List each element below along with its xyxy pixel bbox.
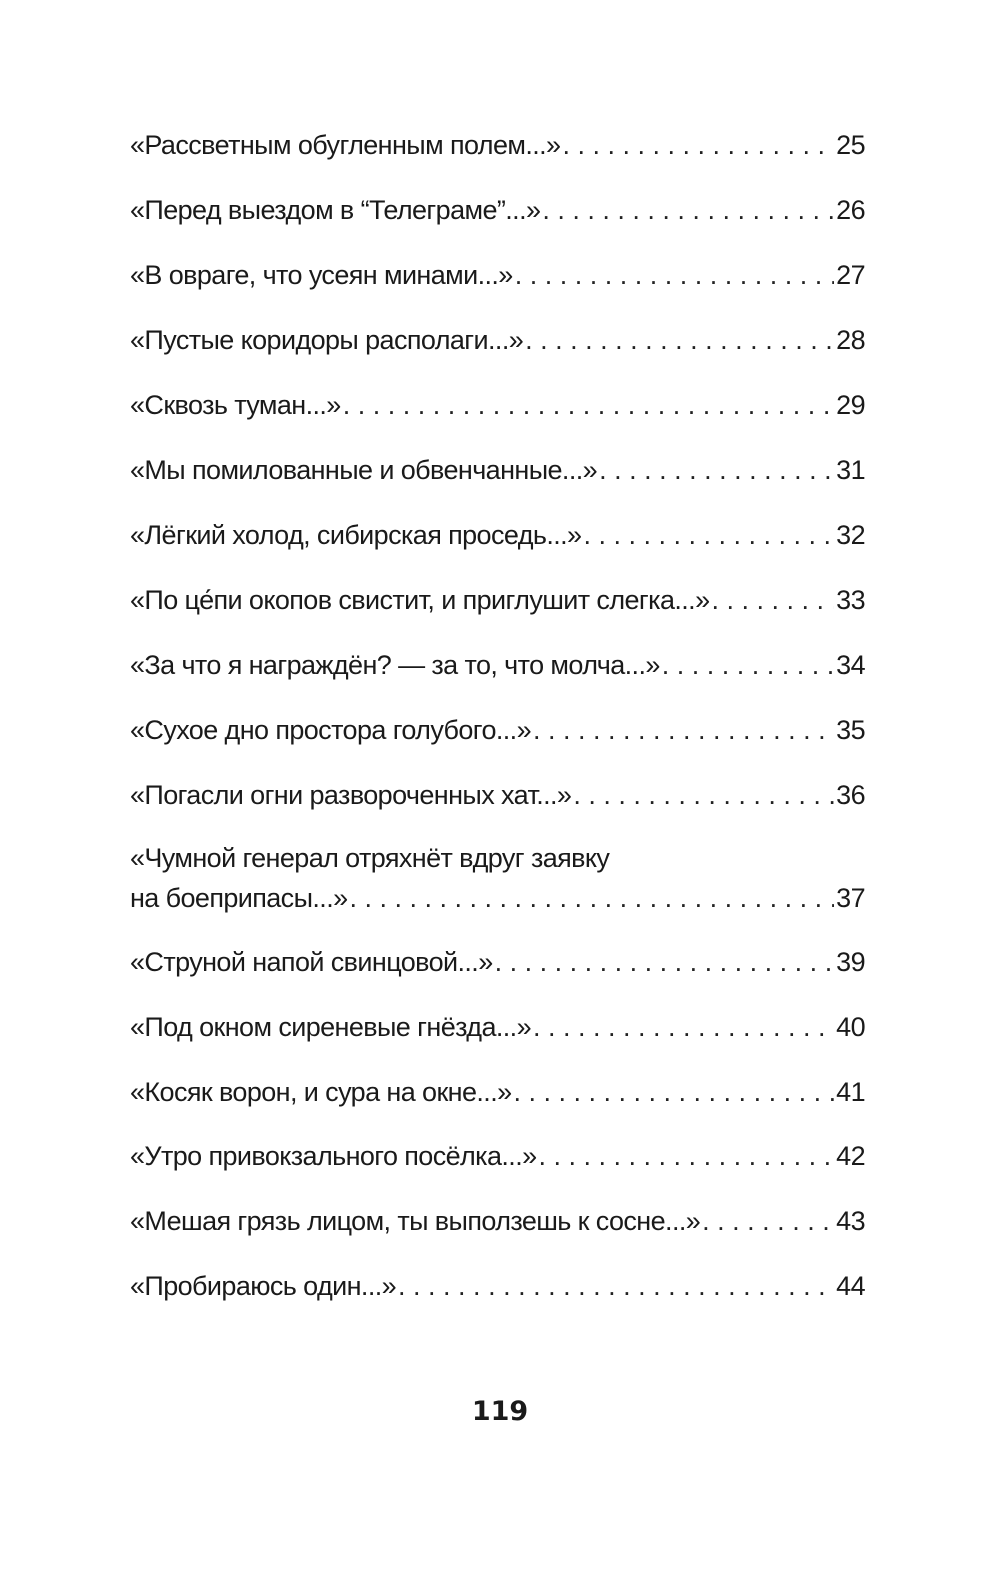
- toc-entry[interactable]: [130, 942, 865, 982]
- dot-leader: [533, 1007, 834, 1047]
- entry-title: «Лёгкий холод, сибирская проседь...»: [130, 520, 582, 550]
- entry-title: «Сухое дно простора голубого...»: [130, 715, 532, 745]
- entry-title: «Под окном сиреневые гнёзда...»: [130, 1012, 531, 1042]
- toc-entry[interactable]: [130, 645, 865, 685]
- toc-entry[interactable]: [130, 1007, 865, 1047]
- dot-leader: [702, 1201, 834, 1241]
- dot-leader: [525, 320, 834, 360]
- entry-title: «Пробираюсь один...»: [130, 1271, 397, 1301]
- toc-entry[interactable]: [130, 1136, 865, 1176]
- dot-leader: [662, 645, 834, 685]
- dot-leader: [398, 1266, 834, 1306]
- dot-leader: [343, 385, 834, 425]
- entry-page: 26: [836, 195, 865, 225]
- entry-title: «Струной напой свинцовой...»: [130, 947, 493, 977]
- entry-page: 41: [836, 1077, 865, 1107]
- dot-leader: [515, 255, 834, 295]
- toc-entry[interactable]: [130, 1201, 865, 1241]
- entry-title: «В овраге, что усеян минами...»: [130, 260, 513, 290]
- toc-entry[interactable]: [130, 190, 865, 230]
- entry-title: «Мешая грязь лицом, ты выползешь к сосне...»: [130, 1206, 701, 1236]
- toc-entry[interactable]: [130, 450, 865, 490]
- dot-leader: [350, 878, 835, 918]
- toc-entry[interactable]: [130, 1266, 865, 1306]
- entry-page: 44: [836, 1271, 865, 1301]
- toc-entry[interactable]: [130, 580, 865, 620]
- entry-title: «Пустые коридоры располаги...»: [130, 325, 524, 355]
- entry-page: 40: [836, 1012, 865, 1042]
- entry-page: 27: [836, 260, 865, 290]
- entry-title: «Чумной генерал отряхнёт вдруг заявку: [130, 843, 610, 873]
- toc-entry[interactable]: [130, 515, 865, 555]
- dot-leader: [562, 125, 834, 165]
- toc-entry[interactable]: [130, 775, 865, 815]
- entry-title: «Погасли огни развороченных хат...»: [130, 780, 572, 810]
- entry-page: 35: [836, 715, 865, 745]
- toc-entry[interactable]: [130, 1072, 865, 1112]
- dot-leader: [514, 1072, 835, 1112]
- entry-title: «Перед выездом в “Телеграме”...»: [130, 195, 541, 225]
- entry-title: «Утро привокзального посёлка...»: [130, 1141, 537, 1171]
- dot-leader: [539, 1136, 835, 1176]
- toc-entry[interactable]: [130, 320, 865, 360]
- entry-title: «Мы помилованные и обвенчанные...»: [130, 455, 598, 485]
- entry-title: «По це́пи окопов свистит, и приглушит слегка...»: [130, 585, 710, 615]
- entry-page: 37: [836, 883, 865, 913]
- entry-page: 32: [836, 520, 865, 550]
- entry-page: 33: [836, 585, 865, 615]
- dot-leader: [542, 190, 834, 230]
- entry-title-continued: на боеприпасы...»: [130, 883, 348, 913]
- dot-leader: [583, 515, 834, 555]
- entry-page: 42: [836, 1141, 865, 1171]
- entry-page: 25: [836, 130, 865, 160]
- dot-leader: [533, 710, 834, 750]
- dot-leader: [599, 450, 834, 490]
- entry-page: 43: [836, 1206, 865, 1236]
- toc-entry[interactable]: [130, 838, 865, 918]
- toc-entry[interactable]: [130, 385, 865, 425]
- entry-title: «Рассветным обугленным полем...»: [130, 130, 561, 160]
- entry-page: 34: [836, 650, 865, 680]
- entry-page: 29: [836, 390, 865, 420]
- entry-title: «За что я награждён? — за то, что молча...»: [130, 650, 660, 680]
- toc-entry[interactable]: [130, 710, 865, 750]
- page-number: 119: [471, 1396, 529, 1427]
- dot-leader: [495, 942, 835, 982]
- entry-page: 31: [836, 455, 865, 485]
- entry-page: 39: [836, 947, 865, 977]
- dot-leader: [712, 580, 835, 620]
- entry-title: «Сквозь туман...»: [130, 390, 341, 420]
- entry-page: 36: [836, 780, 865, 810]
- dot-leader: [573, 775, 834, 815]
- entry-page: 28: [836, 325, 865, 355]
- entry-title: «Косяк ворон, и сура на окне...»: [130, 1077, 512, 1107]
- toc-entry[interactable]: [130, 255, 865, 295]
- toc-entry[interactable]: [130, 125, 865, 165]
